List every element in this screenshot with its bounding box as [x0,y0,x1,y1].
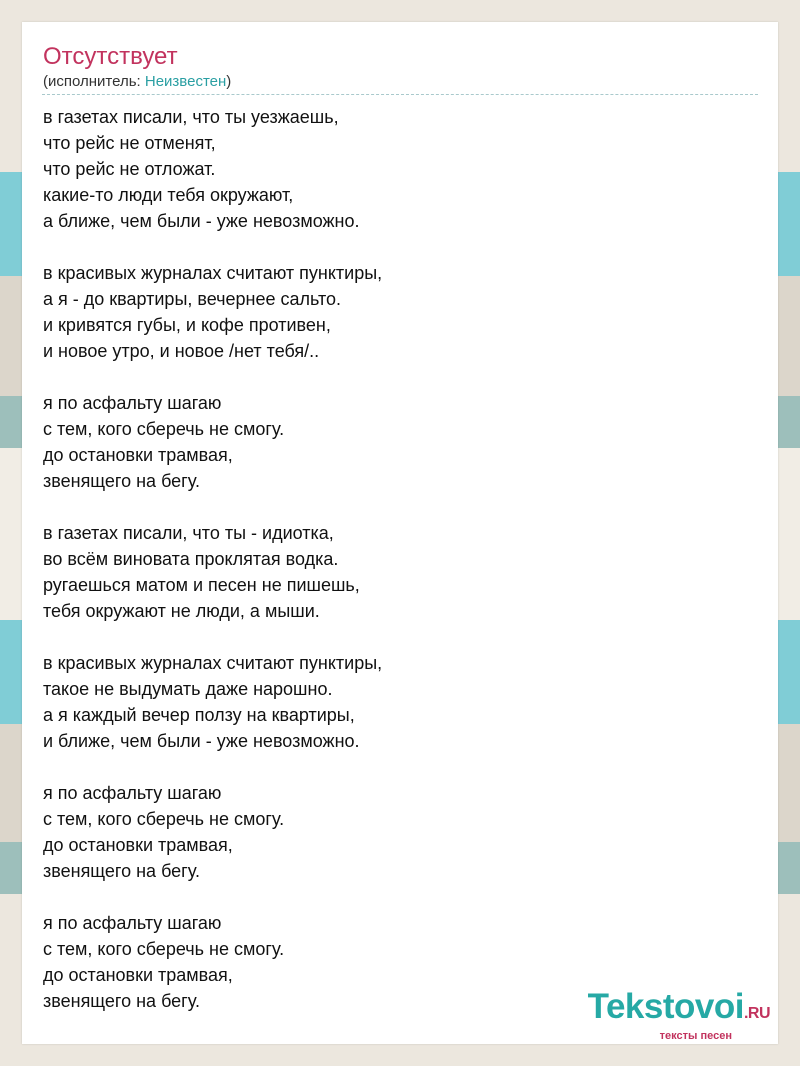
stanza [43,650,382,754]
artist-line [43,73,231,91]
lyrics-text [43,104,382,1040]
logo-tagline: тексты песен [659,1030,732,1042]
lyric-line: в красивых журналах считают пунктиры, [43,263,383,283]
stanza [43,520,382,624]
lyric-line: в красивых журналах считают пунктиры, [43,653,383,673]
logo-name: Tekstovoi [587,987,744,1026]
lyric-line: я по асфальту шагаю [43,393,222,413]
artist-suffix: ) [226,73,232,90]
artist-link[interactable]: Неизвестен [144,73,227,90]
lyric-line: что рейс не отменят, [43,133,216,153]
lyric-line: я по асфальту шагаю [43,783,222,803]
lyric-line: во всём виновата проклятая водка. [43,549,339,569]
logo-tld: .RU [743,1005,770,1022]
lyric-line: какие-то люди тебя окружают, [43,185,294,205]
lyric-line: до остановки трамвая, [43,835,233,855]
stanza [43,390,382,494]
lyric-line: звенящего на бегу. [43,991,200,1011]
lyric-line: с тем, кого сберечь не смогу. [43,419,285,439]
lyric-line: и новое утро, и новое /нет тебя/.. [43,341,320,361]
lyric-line: звенящего на бегу. [43,861,200,881]
lyric-line: звенящего на бегу. [43,471,200,491]
lyric-line: до остановки трамвая, [43,965,233,985]
lyric-line: такое не выдумать даже нарошно. [43,679,333,699]
lyric-line: и ближе, чем были - уже невозможно. [43,731,360,751]
lyric-line: а я - до квартиры, вечернее сальто. [43,289,342,309]
lyric-line: а ближе, чем были - уже невозможно. [43,211,360,231]
title-divider [42,94,758,95]
lyrics-card [22,22,778,1044]
song-title: Отсутствует [43,43,178,70]
artist-prefix: (исполнитель: [43,73,145,90]
lyric-line: а я каждый вечер ползу на квартиры, [43,705,355,725]
stanza [43,104,382,234]
lyric-line: с тем, кого сберечь не смогу. [43,809,285,829]
site-logo[interactable] [588,989,770,1042]
lyric-line: я по асфальту шагаю [43,913,222,933]
lyric-line: ругаешься матом и песен не пишешь, [43,575,360,595]
lyric-line: в газетах писали, что ты - идиотка, [43,523,334,543]
lyric-line: и кривятся губы, и кофе противен, [43,315,331,335]
lyric-line: в газетах писали, что ты уезжаешь, [43,107,339,127]
stanza [43,780,382,884]
lyric-line: до остановки трамвая, [43,445,233,465]
stanza [43,260,382,364]
lyric-line: тебя окружают не люди, а мыши. [43,601,320,621]
stanza [43,910,382,1014]
lyric-line: что рейс не отложат. [43,159,216,179]
lyric-line: с тем, кого сберечь не смогу. [43,939,285,959]
